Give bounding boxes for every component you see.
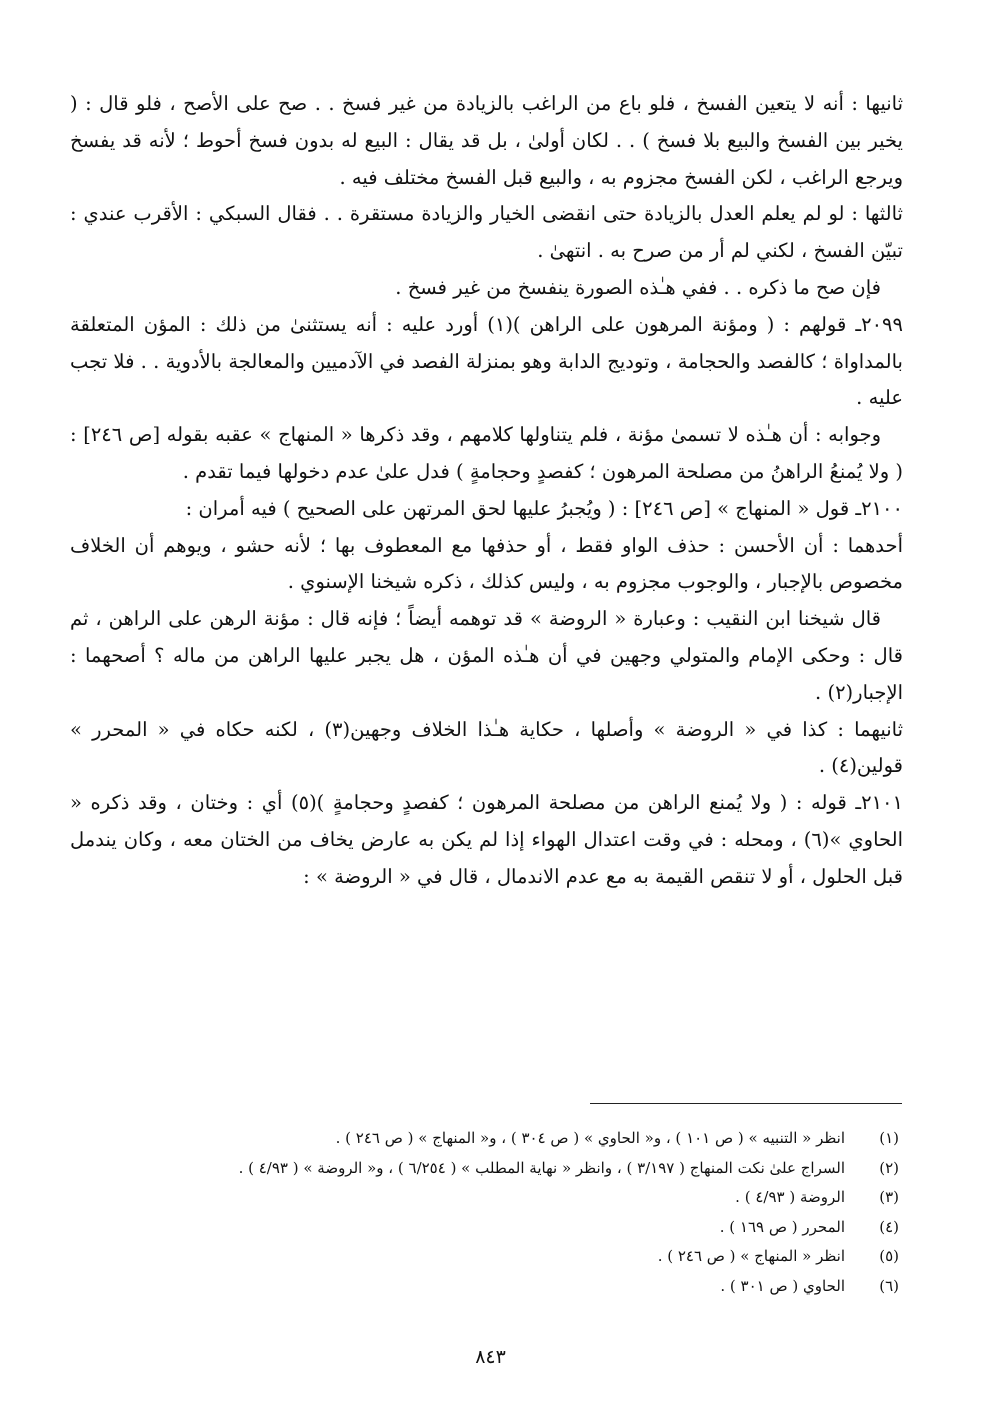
paragraph-thalithuha: ثالثها : لو لم يعلم العدل بالزيادة حتى انقضى الخيار والزيادة مستقرة . . فقال السبكي : الأقرب عندي : تبيّن الفسخ ، لكني لم أر من صرح به . انتهىٰ . (70, 202, 903, 263)
paragraph-fa-in-sahha: فإن صح ما ذكره . . ففي هـٰذه الصورة ينفسخ من غير فسخ . (395, 275, 881, 299)
paragraph-2100: ٢١٠٠ـ قول « المنهاج » [ص ٢٤٦] : ( ويُجبرُ عليها لحق المرتهن على الصحيح ) فيه أمران : (185, 496, 903, 520)
main-text (70, 86, 903, 896)
footnote-text: المحرر ( ص ١٦٩ ) . (719, 1217, 845, 1236)
paragraph-jawabuhu: وجوابه : أن هـٰذه لا تسمىٰ مؤنة ، فلم يتناولها كلامهم ، وقد ذكرها « المنهاج » عقبه بقوله [ص ٢٤٦] : ( ولا يُمنعُ الراهنُ من مصلحة المرهون ؛ كفصدٍ وحجامةٍ ) فدل علىٰ عدم دخولها فيما تقدم . (70, 423, 903, 483)
footnote-number: (١) (879, 1129, 899, 1147)
paragraph-2099: ٢٠٩٩ـ قولهم : ( ومؤنة المرهون على الراهن )(١) أورد عليه : أنه يستثنىٰ من ذلك : المؤن المتعلقة بالمداواة ؛ كالفصد والحجامة ، وتوديج الدابة وهو بمنزلة الفصد في الآدميين والمعالجة بالأدوية . . فلا تجب عليه . (70, 312, 904, 410)
footnote-text: الحاوي ( ص ٣٠١ ) . (720, 1276, 845, 1295)
footnote-item (80, 1124, 899, 1154)
footnote-item (80, 1154, 899, 1184)
footnote-divider (590, 1103, 902, 1104)
footnote-text: انظر « المنهاج » ( ص ٢٤٦ ) . (657, 1247, 845, 1266)
page-number: ٨٤٣ (475, 1346, 506, 1368)
footnote-number: (٣) (879, 1188, 899, 1207)
footnote-number: (٤) (879, 1217, 899, 1236)
paragraph-thanihuma: ثانيهما : كذا في « الروضة » وأصلها ، حكاية هـٰذا الخلاف وجهين(٣) ، لكنه حكاه في « المحرر » قولين(٤) . (70, 717, 904, 778)
footnote-text: انظر « التنبيه » ( ص ١٠١ ) ، و« الحاوي » ( ص ٣٠٤ ) ، و« المنهاج » ( ص ٢٤٦ ) . (335, 1129, 845, 1147)
paragraph-2101: ٢١٠١ـ قوله : ( ولا يُمنع الراهن من مصلحة المرهون ؛ كفصدٍ وحجامةٍ )(٥) أي : وختان ، وقد ذكره « الحاوي »(٦) ، ومحله : في وقت اعتدال الهواء إذا لم يكن به عارض يخاف من الختان معه ، وكان يندمل قبل الحلول ، أو لا تنقص القيمة به مع عدم الاندمال ، قال في « الروضة » : (70, 791, 903, 888)
footnote-item (80, 1242, 899, 1272)
footnote-item (80, 1183, 899, 1213)
paragraph-ahaduhuma: أحدهما : أن الأحسن : حذف الواو فقط ، أو حذفها مع المعطوف بها ؛ لأنه حشو ، ويوهم أن الخلاف مخصوص بالإجبار ، والوجوب مجزوم به ، وليس كذلك ، ذكره شيخنا الإسنوي . (70, 533, 903, 594)
footnote-item (80, 1272, 899, 1302)
footnote-text: الروضة ( ٤/٩٣ ) . (735, 1188, 845, 1207)
footnote-text: السراج علىٰ نكت المنهاج ( ٣/١٩٧ ) ، وانظر « نهاية المطلب » ( ٦/٢٥٤ ) ، و« الروضة » ( ٤/٩٣ ) . (238, 1158, 845, 1177)
footnote-item (80, 1213, 899, 1243)
footnote-number: (٥) (879, 1247, 899, 1266)
footnote-number: (٦) (879, 1276, 899, 1295)
paragraph-thaniha: ثانيها : أنه لا يتعين الفسخ ، فلو باع من الراغب بالزيادة من غير فسخ . . صح على الأصح ، فلو قال : ( يخير بين الفسخ والبيع بلا فسخ ) . . لكان أولىٰ ، بل قد يقال : البيع له بدون فسخ أحوط ؛ لأنه قد يفسخ ويرجع الراغب ، لكن الفسخ مجزوم به ، والبيع قبل الفسخ مختلف فيه . (70, 92, 903, 189)
footnote-number: (٢) (879, 1158, 899, 1177)
footnotes (80, 1124, 899, 1302)
paragraph-ibn-al-naqib: قال شيخنا ابن النقيب : وعبارة « الروضة » قد توهمه أيضاً ؛ فإنه قال : مؤنة الرهن على الراهن ، ثم قال : وحكى الإمام والمتولي وجهين في أن هـٰذه المؤن ، هل يجبر عليها الراهن من ماله ؟ أصحهما : الإجبار(٢) . (70, 607, 903, 704)
